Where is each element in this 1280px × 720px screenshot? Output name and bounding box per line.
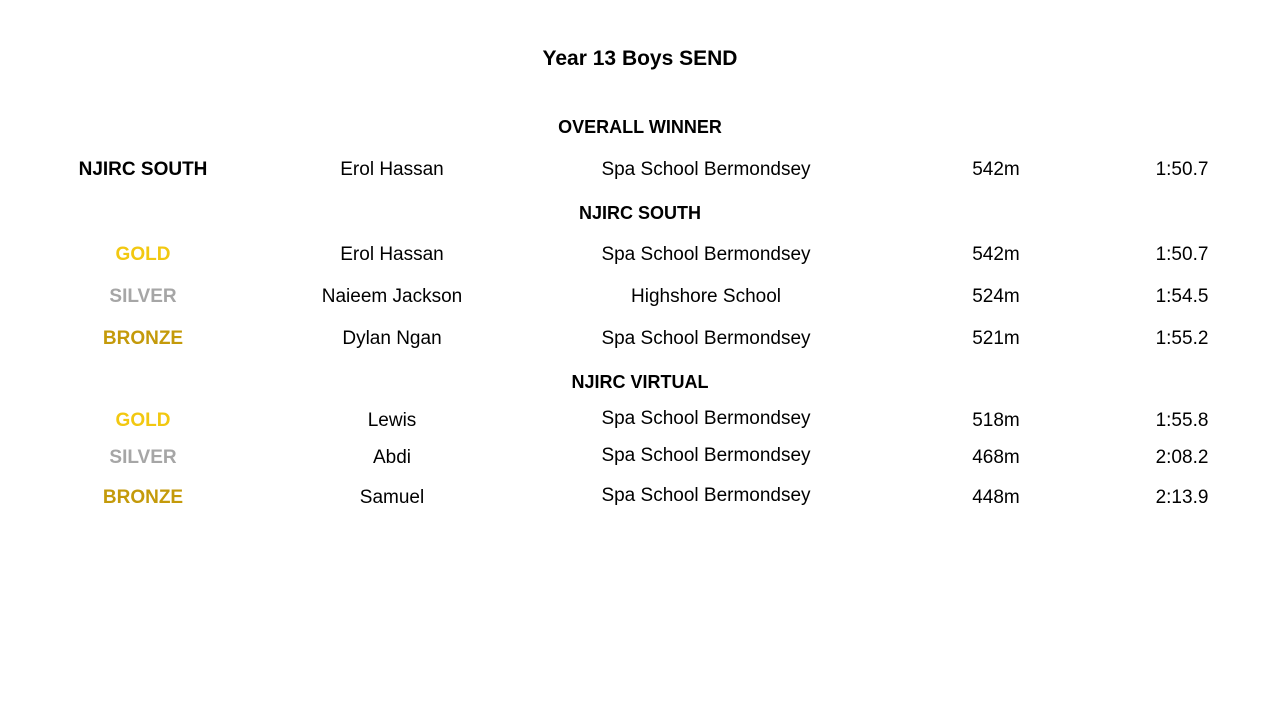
time: 1:55.2 [1155,328,1209,349]
distance: 521m [972,328,1020,349]
distance: 448m [972,487,1020,508]
medal-label: GOLD [115,410,171,431]
result-row [0,286,1280,314]
medal-label: SILVER [109,447,177,468]
time: 1:50.7 [1155,159,1209,180]
result-row [0,487,1280,515]
overall-winner-heading: OVERALL WINNER [558,117,722,137]
time: 1:50.7 [1155,244,1209,265]
medal-label: BRONZE [102,328,184,349]
result-row [0,244,1280,272]
result-row [0,447,1280,475]
medal-label: SILVER [109,286,177,307]
time: 2:13.9 [1155,487,1209,508]
medal-label: BRONZE [102,487,184,508]
athlete-name: Naieem Jackson [321,286,463,307]
athlete-name: Erol Hassan [340,159,444,180]
time: 1:54.5 [1155,286,1209,307]
school-name: Spa School Bermondsey [601,408,811,429]
medal-label: GOLD [115,244,171,265]
result-row [0,410,1280,438]
virtual-heading: NJIRC VIRTUAL [571,372,709,392]
athlete-name: Samuel [359,487,425,508]
school-name: Spa School Bermondsey [601,445,811,466]
result-label: NJIRC SOUTH [78,159,208,180]
distance: 524m [972,286,1020,307]
school-name: Spa School Bermondsey [601,159,811,180]
distance: 542m [972,244,1020,265]
school-name: Highshore School [631,286,781,307]
school-name: Spa School Bermondsey [601,485,811,506]
distance: 518m [972,410,1020,431]
page-title: Year 13 Boys SEND [542,47,738,70]
athlete-name: Erol Hassan [340,244,444,265]
time: 1:55.8 [1155,410,1209,431]
school-name: Spa School Bermondsey [601,244,811,265]
school-name: Spa School Bermondsey [601,328,811,349]
athlete-name: Abdi [372,447,412,468]
distance: 542m [972,159,1020,180]
overall-winner-row [0,159,1280,187]
athlete-name: Dylan Ngan [342,328,442,349]
south-heading: NJIRC SOUTH [578,203,701,223]
time: 2:08.2 [1155,447,1209,468]
athlete-name: Lewis [367,410,417,431]
distance: 468m [972,447,1020,468]
result-row [0,328,1280,356]
